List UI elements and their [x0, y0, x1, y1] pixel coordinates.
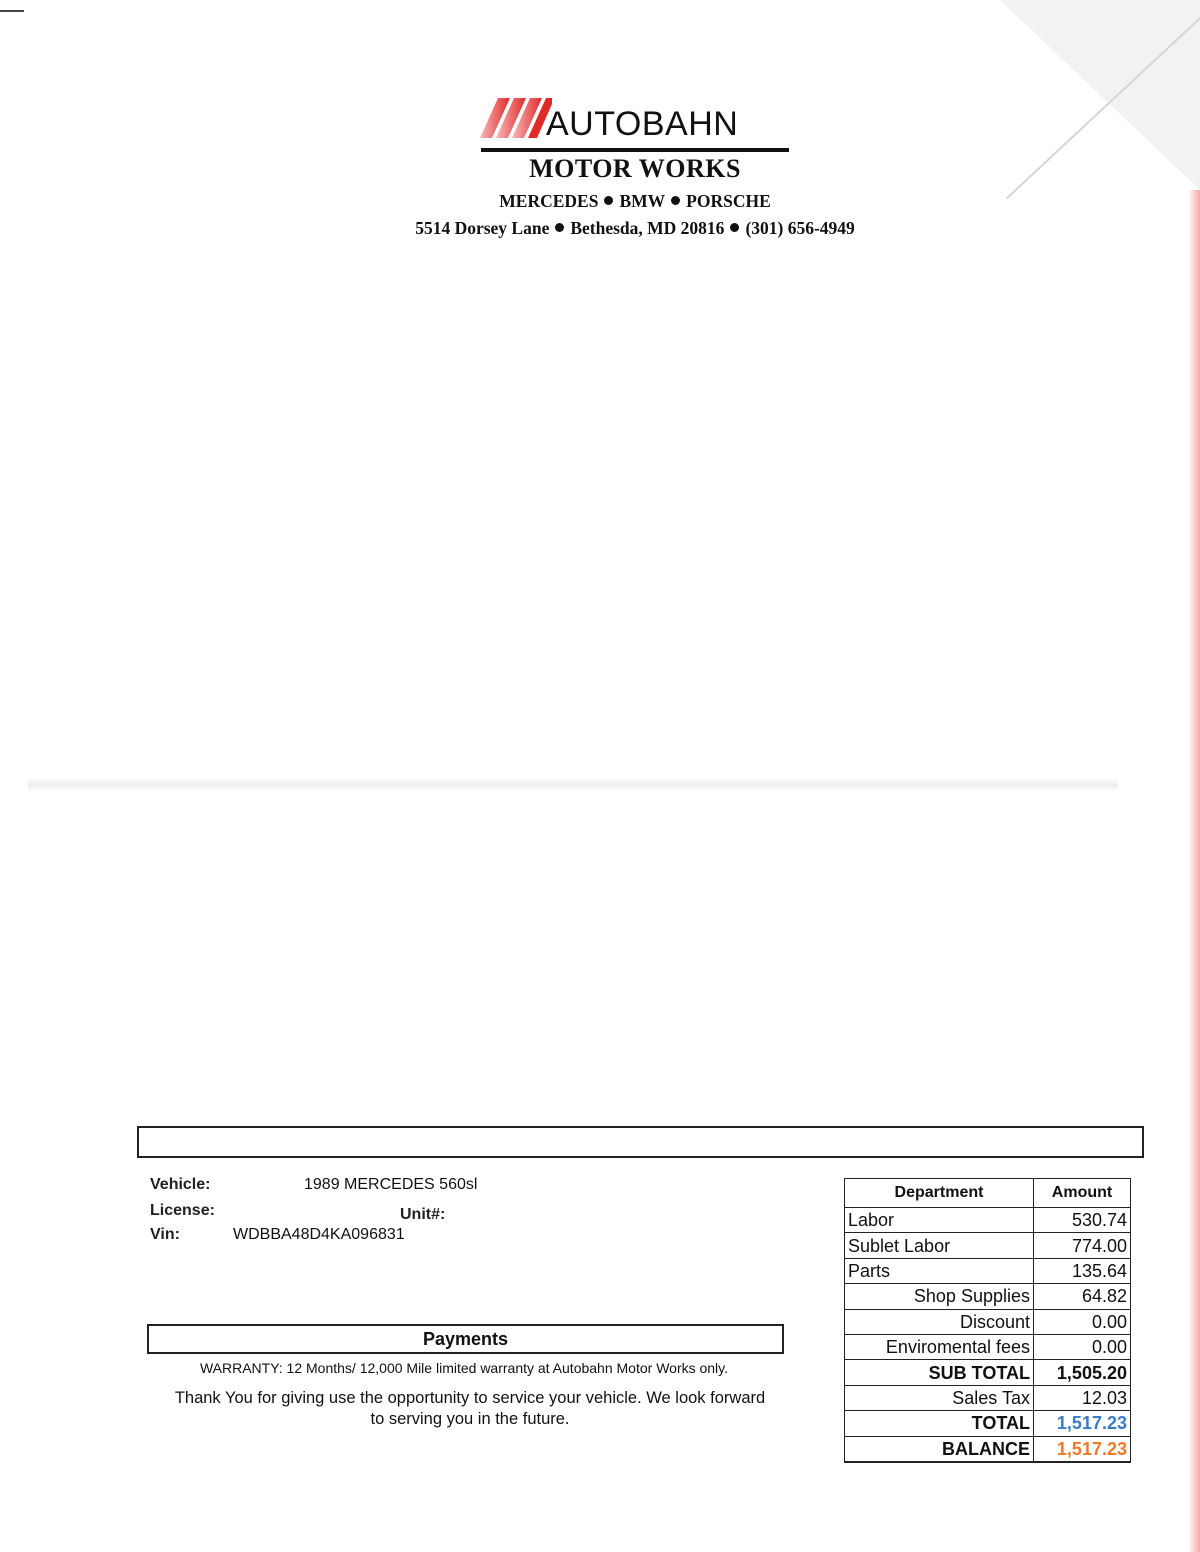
brands-line: [300, 191, 970, 212]
row-amount-parts: 135.64: [1034, 1258, 1131, 1283]
bullet-icon: [730, 223, 739, 232]
vin-value: WDBBA48D4KA096831: [233, 1226, 405, 1243]
row-label-environmental-fees: Enviromental fees: [845, 1334, 1034, 1359]
unit-label: Unit#:: [400, 1206, 446, 1223]
row-label-subtotal: SUB TOTAL: [845, 1360, 1034, 1385]
license-label: License:: [150, 1202, 215, 1219]
table-row: [845, 1258, 1131, 1283]
vin-row: [150, 1226, 630, 1248]
paper-fold-crease: [28, 778, 1118, 792]
logo-wordmark: AUTOBAHN: [546, 105, 739, 143]
city-state-zip: Bethesda, MD 20816: [570, 218, 725, 238]
letterhead: [300, 98, 970, 239]
thank-you-text: Thank You for giving use the opportunity to service your vehicle. We look forward to serving you in the future.: [174, 1389, 766, 1428]
address-line: [300, 218, 970, 239]
brand-porsche: PORSCHE: [686, 191, 771, 211]
table-row: [845, 1233, 1131, 1258]
department-header: Department: [845, 1179, 1034, 1208]
totals-table: [844, 1178, 1131, 1463]
row-label-labor: Labor: [845, 1208, 1034, 1233]
table-row: [845, 1284, 1131, 1309]
payments-heading: Payments: [147, 1324, 784, 1354]
header-bar-box: [137, 1126, 1144, 1158]
amount-header: Amount: [1034, 1179, 1131, 1208]
row-amount-subtotal: 1,505.20: [1034, 1360, 1131, 1385]
table-row: [845, 1436, 1131, 1462]
row-amount-environmental-fees: 0.00: [1034, 1334, 1131, 1359]
company-name: MOTOR WORKS: [529, 154, 741, 183]
street-address: 5514 Dorsey Lane: [415, 218, 550, 238]
table-row: [845, 1334, 1131, 1359]
folded-corner: [1000, 0, 1200, 190]
row-label-parts: Parts: [845, 1258, 1034, 1283]
bullet-icon: [604, 196, 613, 205]
row-label-shop-supplies: Shop Supplies: [845, 1284, 1034, 1309]
row-label-sales-tax: Sales Tax: [845, 1385, 1034, 1410]
row-amount-balance: 1,517.23: [1034, 1436, 1131, 1462]
warranty-text: WARRANTY: 12 Months/ 12,000 Mile limited warranty at Autobahn Motor Works only.: [199, 1360, 729, 1376]
page-edge-tint: [1188, 190, 1200, 1552]
row-amount-sublet-labor: 774.00: [1034, 1233, 1131, 1258]
company-logo: [480, 98, 790, 142]
brand-mercedes: MERCEDES: [499, 191, 599, 211]
vehicle-label: Vehicle:: [150, 1176, 211, 1193]
bullet-icon: [555, 223, 564, 232]
totals-header-row: [845, 1179, 1131, 1208]
row-amount-total: 1,517.23: [1034, 1411, 1131, 1436]
vehicle-row: [150, 1176, 630, 1198]
phone-number: (301) 656-4949: [745, 218, 855, 238]
table-row: [845, 1360, 1131, 1385]
table-row: [845, 1411, 1131, 1436]
row-label-balance: BALANCE: [845, 1436, 1034, 1462]
row-amount-discount: 0.00: [1034, 1309, 1131, 1334]
vehicle-value: 1989 MERCEDES 560sl: [304, 1176, 478, 1193]
row-amount-shop-supplies: 64.82: [1034, 1284, 1131, 1309]
logo-stripes-icon: [480, 98, 552, 138]
row-label-total: TOTAL: [845, 1411, 1034, 1436]
brand-bmw: BMW: [619, 191, 666, 211]
table-row: [845, 1385, 1131, 1410]
row-label-discount: Discount: [845, 1309, 1034, 1334]
table-row: [845, 1309, 1131, 1334]
vin-label: Vin:: [150, 1226, 180, 1243]
license-row: [150, 1202, 630, 1224]
table-row: [845, 1208, 1131, 1233]
scan-mark: [0, 10, 24, 12]
vehicle-info: [150, 1176, 630, 1248]
logo-underline: [481, 148, 789, 152]
row-amount-labor: 530.74: [1034, 1208, 1131, 1233]
row-label-sublet-labor: Sublet Labor: [845, 1233, 1034, 1258]
bullet-icon: [671, 196, 680, 205]
row-amount-sales-tax: 12.03: [1034, 1385, 1131, 1410]
